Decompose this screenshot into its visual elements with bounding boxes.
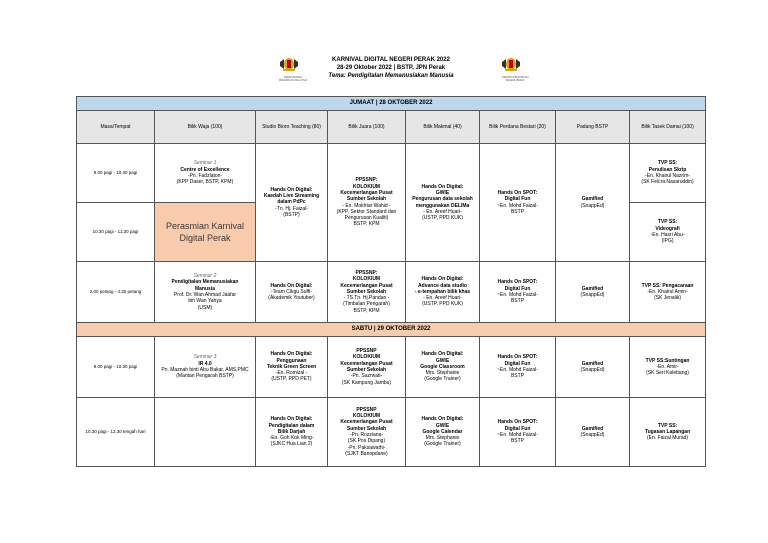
day-1-label: JUMAAT | 28 OKTOBER 2022 (77, 97, 706, 111)
session-line: (USM) (197, 304, 213, 311)
session-line: (SnappEd) (580, 367, 605, 373)
session-title: Hands On Digital: (421, 276, 464, 283)
session-title: Hands On Digital: (270, 186, 313, 193)
session-cell (480, 337, 556, 398)
session-line: (USTP, PPD PET) (271, 376, 312, 383)
session-title: TVP SS: (657, 160, 678, 167)
session-title: Hands On Digital: (270, 416, 313, 423)
session-cell (328, 262, 406, 323)
session-line: KOLOKIUM (352, 276, 381, 283)
session-title: IR 4.0 (198, 360, 212, 367)
session-line: (Mantan Pengarah BSTP) (176, 373, 234, 380)
col-header: Masa/Tempat (77, 111, 155, 144)
session-line: (Google Trainer) (424, 376, 461, 383)
session-line: Pengurusan data sekolah (412, 196, 473, 203)
session-line: -Tn. Hj. Faizal- (275, 205, 308, 212)
session-line: (SK Felcra Nasaruddin) (641, 179, 694, 186)
session-title: Gamified (581, 285, 604, 292)
session-cell (155, 144, 256, 203)
session-line: ~En. Mohd Faizal- (497, 202, 538, 209)
schedule-row (77, 144, 706, 203)
session-cell-empty (155, 398, 256, 467)
session-cell (328, 337, 406, 398)
session-line: Penggunaan (276, 357, 307, 364)
session-line: Kecemerlangan Pusat (340, 360, 393, 367)
session-line: Kecemerlangan Pusat (340, 419, 393, 426)
session-line: Tugasan Lapangan (644, 428, 691, 435)
column-header-row (77, 111, 706, 144)
session-line: - En. Mokhtar Wahid - (342, 202, 391, 209)
session-title: Gamified (581, 360, 604, 367)
time-cell: 9.00 pagi - 10.30 pagi (77, 144, 155, 203)
session-cell (630, 203, 706, 262)
session-title: Gamified (581, 425, 604, 432)
schedule-row (77, 337, 706, 398)
session-line: GWIE (435, 422, 450, 429)
session-line: - TS Tn. Hj.Pandan - (343, 295, 390, 302)
session-line: Sumber Sekolah (346, 288, 387, 295)
opening-ceremony-cell: Perasmian Karnival Digital Perak (155, 203, 256, 262)
session-line: BSTP, KPM (353, 221, 380, 228)
session-cell (630, 262, 706, 323)
session-line: Sumber Sekolah (346, 367, 387, 373)
session-title: PPSSNP (356, 348, 377, 355)
session-line: GWIE (435, 189, 450, 196)
session-line: bin Wan Yahya (188, 298, 222, 305)
session-line: Digital Fun (504, 425, 531, 432)
session-line: (Akademik Youtuber) (268, 295, 315, 302)
session-line: Google Calendar (422, 428, 463, 435)
session-title: Hands On Digital: (421, 351, 464, 358)
session-cell (406, 398, 480, 467)
session-line: Sumber Sekolah (346, 425, 387, 432)
session-line: Seminar 2 (193, 273, 217, 280)
session-cell (480, 144, 556, 262)
session-line: (KPP, Sektor Standard dan (336, 208, 397, 215)
time-cell: 10.30 pagi - 11.30 pagi (77, 203, 155, 262)
session-line: Videografi (655, 225, 680, 232)
session-cell (256, 337, 328, 398)
session-line: BSTP (510, 438, 525, 445)
session-line: -En. Khairul Nazrim- (645, 173, 691, 179)
session-line: -Pn. Sazrwati- (350, 373, 383, 380)
session-line: Google Classroom (420, 363, 465, 370)
session-cell (406, 262, 480, 323)
session-title: Hands On SPOT: (497, 189, 538, 196)
session-cell (155, 262, 256, 323)
session-cell (256, 262, 328, 323)
session-line: Kecemerlangan Pusat (340, 282, 393, 289)
session-title: Hands On SPOT: (497, 419, 538, 426)
session-line: Pengurusan Kualiti) (344, 215, 389, 222)
session-line: (SJKC Hua Lian 2) (270, 441, 313, 448)
col-header: Bilik Juara (100) (328, 111, 406, 144)
session-line: KOLOKIUM (352, 183, 381, 190)
session-line: (SnappEd) (580, 432, 605, 438)
session-line: Mrs. Stephanie (425, 435, 460, 442)
session-line: - e-tempahan bilik khas (414, 288, 471, 295)
session-line: (USTP, PPD KUK) (422, 215, 463, 222)
schedule-row (77, 262, 706, 323)
session-cell (256, 398, 328, 467)
session-cell (630, 144, 706, 203)
session-line: (SK Jenalik) (654, 295, 682, 302)
event-theme: Tema: Pendigitalan Memanusiakan Manusia (328, 73, 454, 79)
session-title: Hands On Digital: (421, 416, 464, 423)
session-title: PPSSNP: (355, 177, 378, 184)
session-line: (Google Trainer) (424, 441, 461, 448)
session-cell (480, 262, 556, 323)
document-header (0, 52, 768, 92)
session-line: Seminar 3 (193, 354, 217, 361)
session-title: Hands On Digital: (270, 282, 313, 289)
session-line: -En. Amir- (656, 363, 679, 370)
jpn-perak-logo (500, 56, 530, 86)
event-dates: 28-29 Oktober 2022 | BSTP, JPN Perak (336, 65, 446, 71)
session-line: -Pn. Fadzlaton- (187, 173, 223, 179)
session-cell (630, 398, 706, 467)
session-line: menggunakan DELIMa (415, 202, 470, 209)
session-line: ~En. Mohd Faizal- (497, 292, 538, 298)
session-line: (BSTP) (283, 211, 300, 218)
session-line: (SnappEd) (580, 292, 605, 298)
kpm-logo (278, 56, 308, 86)
session-line: BSTP (510, 298, 525, 305)
schedule-row (77, 398, 706, 467)
session-line: Kaedah Live Streaming (263, 193, 320, 200)
schedule-table (76, 96, 706, 467)
col-header: Bilik Perdana Bestari (20) (480, 111, 556, 144)
session-line: KOLOKIUM (352, 354, 381, 361)
session-line: Penulisan Skrip (648, 166, 687, 173)
session-line: (USTP, PPD KUK) (422, 301, 463, 308)
session-cell (328, 398, 406, 467)
session-line: ~En. Mohd Faizal- (497, 367, 538, 373)
time-cell: 2.00 petang - 4.30 petang (77, 262, 155, 323)
session-cell (556, 262, 630, 323)
session-line: -Pn. Rozziana- (349, 432, 384, 438)
session-line: Pendigitalan dalam (268, 422, 315, 429)
session-title: Hands On Digital: (270, 351, 313, 358)
session-title: PPSSNP (356, 406, 377, 413)
session-line: Mrs. Stephanie (425, 370, 460, 377)
session-line: GWIE (435, 357, 450, 364)
session-line: -En. Hasri Abu- (650, 232, 685, 238)
session-line: (SK Pos Dipang) (347, 438, 386, 445)
session-cell (256, 144, 328, 262)
session-line: Prof. Dr. Wan Ahmad Jaafar (173, 292, 237, 298)
day-header-row (77, 323, 706, 337)
session-line: BSTP, KPM (353, 307, 380, 314)
session-line: Digital Fun (504, 285, 531, 292)
col-header: Padang BSTP (556, 111, 630, 144)
session-line: - En. Areef Huari- (423, 208, 462, 215)
session-line: ~En. Mohd Faizal- (497, 432, 538, 438)
session-line: (SK Seri Kelebang) (646, 370, 689, 377)
session-line: -En. Khairul Amin- (647, 288, 688, 295)
time-cell: 9.00 pagi - 10.30 pagi (77, 337, 155, 398)
session-title: TVP SS: (657, 219, 678, 226)
session-line: dalam PdPc (277, 199, 306, 206)
session-line: Kecemerlangan Pusat (340, 189, 393, 196)
session-cell (480, 398, 556, 467)
session-line: -Team Cikgu Suffi- (270, 288, 313, 295)
session-cell (406, 144, 480, 262)
session-line: (En. Faizal Murad) (646, 435, 689, 442)
day-2-label: SABTU | 29 OKTOBER 2022 (77, 323, 706, 337)
session-line: BSTP (510, 208, 525, 215)
crest-icon (500, 56, 522, 72)
session-cell (630, 337, 706, 398)
day-header-row (77, 97, 706, 111)
logo-caption: JABATAN PENDIDIKAN NEGERI PERAK (501, 76, 529, 82)
col-header: Bilik Makmal (40) (406, 111, 480, 144)
logo-caption: KEMENTERIAN PENDIDIKAN MALAYSIA (278, 76, 308, 82)
session-line: -En. Romizal - (275, 370, 308, 377)
session-line: Advance data studio (418, 282, 467, 289)
session-line: Seminar 1 (193, 160, 217, 167)
session-line: (SK Kampung Jambu) (341, 379, 392, 386)
time-cell: 10.30 pagi - 12.30 tengah hari (77, 398, 155, 467)
session-line: (KPP Daser, BSTP, KPM) (176, 179, 234, 186)
session-line: Sumber Sekolah (346, 196, 387, 203)
session-line: (IPG) (661, 238, 674, 245)
session-line: Teknik Green Screen (266, 363, 317, 370)
session-line: KOLOKIUM (352, 413, 381, 420)
session-line: (SnappEd) (580, 202, 605, 209)
session-title: Centre of Excellence (180, 166, 230, 173)
col-header: Bilik Tasek Damai (100) (630, 111, 706, 144)
session-title: TVP SS: Pengacaraan (641, 282, 694, 289)
session-title: TVP SS:Suntingan (645, 357, 690, 364)
session-cell (556, 337, 630, 398)
session-cell (155, 337, 256, 398)
session-cell (556, 398, 630, 467)
session-line: Manusia (194, 285, 215, 292)
session-title: Gamified (581, 196, 604, 203)
session-title: Pendigitalan Memanusiakan (171, 279, 239, 286)
session-line: Pn. Maznah binti Abu Bakar, AMS,PMC (161, 367, 249, 373)
col-header: Studio Bioro Teaching (80) (256, 111, 328, 144)
session-line: - En. Areef Huari- (423, 295, 462, 302)
session-line: (SJKT Banopdane) (345, 450, 388, 457)
session-title: PPSSNP: (355, 269, 378, 276)
event-title: KARNIVAL DIGITAL NEGERI PERAK 2022 (332, 57, 450, 63)
title-block (316, 56, 466, 80)
crest-icon (278, 56, 300, 72)
session-cell (328, 144, 406, 262)
session-line: Digital Fun (504, 196, 531, 203)
session-line: BSTP (510, 373, 525, 380)
session-cell (406, 337, 480, 398)
session-line: Digital Fun (504, 360, 531, 367)
session-title: Hands On SPOT: (497, 279, 538, 286)
session-line: (Timbalan Pengarah) (343, 301, 390, 308)
session-title: Hands On Digital: (421, 183, 464, 190)
session-line: -En. Goh Kok Ming- (269, 435, 314, 442)
col-header: Bilik Waja (100) (155, 111, 256, 144)
session-line: -Pn. Paksawathi- (347, 444, 386, 451)
session-title: Hands On SPOT: (497, 354, 538, 361)
session-line: Bilik Darjah (277, 428, 306, 435)
session-title: TVP SS: (657, 422, 678, 429)
session-cell (556, 144, 630, 262)
